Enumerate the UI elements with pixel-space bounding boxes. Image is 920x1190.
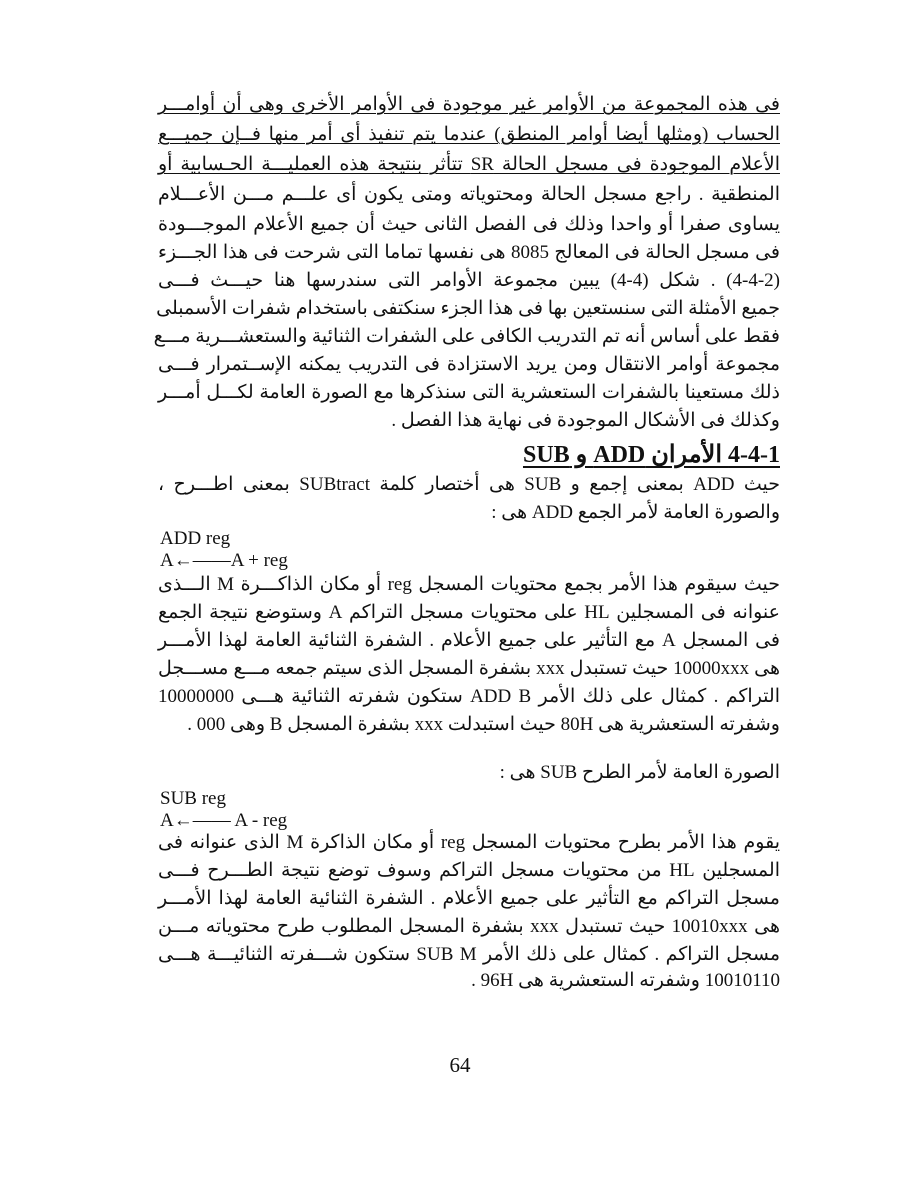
paragraph1-line-7: (4-4-2) . شكل (4-4) يبين مجموعة الأوامر التى سندرسها هنا حيـــث فـــى xyxy=(158,270,780,291)
paragraph2-line-2: والصورة العامة لأمر الجمع ADD هى : xyxy=(491,502,780,523)
code-add-line-1: ADD reg xyxy=(160,528,231,549)
paragraph5-line-3: مسجل التراكم مع التأثير على جميع الأعلام . الشفرة الثنائية العامة لهذا الأمـــر xyxy=(158,888,780,909)
paragraph5-line-1: يقوم هذا الأمر بطرح محتويات المسجل reg أو مكان الذاكرة M الذى عنوانه فى xyxy=(158,832,780,853)
paragraph1-line-8: جميع الأمثلة التى سنستعين بها فى هذا الجزء سنكتفى باستخدام شفرات الأسمبلى xyxy=(156,298,780,319)
paragraph3-line-3: فى المسجل A مع التأثير على جميع الأعلام . الشفرة الثنائية العامة لهذا الأمـــر xyxy=(158,630,781,651)
paragraph1-line-9: فقط على أساس أنه تم التدريب الكافى على الشفرات الثنائية والستعشـــرية مـــع xyxy=(153,326,780,347)
paragraph1-line-11: ذلك مستعينا بالشفرات الستعشرية التى سنذكرها مع الصورة العامة لكـــل أمـــر xyxy=(158,382,780,403)
paragraph3-line-4: هى 10000xxx حيث تستبدل xxx بشفرة المسجل الذى سيتم جمعه مـــع مســـجل xyxy=(158,658,780,679)
paragraph1-line-4: المنطقية . راجع مسجل الحالة ومحتوياته ومتى يكون أى علـــم مـــن الأعـــلام xyxy=(158,184,780,205)
paragraph5-line-5: مسجل التراكم . كمثال على ذلك الأمر SUB M ستكون شـــفرته الثنائيـــة هـــى xyxy=(158,944,780,965)
paragraph5-line-6: 10010110 وشفرته الستعشرية هى 96H . xyxy=(471,970,780,991)
paragraph2-line-1: حيث ADD بمعنى إجمع و SUB هى أختصار كلمة SUBtract بمعنى اطـــرح ، xyxy=(158,474,780,495)
paragraph5-line-4: هى 10010xxx حيث تستبدل xxx بشفرة المسجل المطلوب طرح محتوياته مـــن xyxy=(158,916,780,937)
paragraph4-line-1: الصورة العامة لأمر الطرح SUB هى : xyxy=(499,762,780,783)
paragraph1-line-3: الأعلام الموجودة فى مسجل الحالة SR تتأثر بنتيجة هذه العمليـــة الحـسابية أو xyxy=(158,154,780,175)
paragraph1-line-6: فى مسجل الحالة فى المعالج 8085 هى نفسها تماما التى شرحت فى هذا الجـــزء xyxy=(158,242,780,263)
code-sub-line-1: SUB reg xyxy=(160,788,226,809)
code-add-line-2: A←——A + reg xyxy=(160,550,288,571)
page-number: 64 xyxy=(449,1053,471,1077)
paragraph1-line-5: يساوى صفرا أو واحدا وذلك فى الفصل الثانى حيث أن جميع الأعلام الموجـــودة xyxy=(158,214,780,235)
paragraph3-line-6: وشفرته الستعشرية هى 80H حيث استبدلت xxx بشفرة المسجل B وهى 000 . xyxy=(187,714,780,735)
paragraph1-line-2: الحساب (ومثلها أيضا أوامر المنطق) عندما يتم تنفيذ أى أمر منها فــإن جميـــع xyxy=(158,124,780,145)
paragraph1-line-1: فى هذه المجموعة من الأوامر غير موجودة فى الأوامر الأخرى وهى أن أوامـــر xyxy=(158,94,780,115)
section-heading: 4-4-1 الأمران ADD و SUB xyxy=(522,442,780,468)
code-sub-line-2: A←—— A - reg xyxy=(160,810,288,831)
paragraph3-line-5: التراكم . كمثال على ذلك الأمر ADD B ستكون شفرته الثنائية هـــى 10000000 xyxy=(158,686,780,707)
paragraph1-line-10: مجموعة أوامر الانتقال ومن يريد الاستزادة فى التدريب يمكنه الإســتمرار فـــى xyxy=(158,354,780,375)
paragraph3-line-1: حيث سيقوم هذا الأمر بجمع محتويات المسجل reg أو مكان الذاكـــرة M الـــذى xyxy=(158,574,780,595)
paragraph3-line-2: عنوانه فى المسجلين HL على محتويات مسجل التراكم A وستوضع نتيجة الجمع xyxy=(158,602,781,623)
paragraph5-line-2: المسجلين HL من محتويات مسجل التراكم وسوف توضع نتيجة الطـــرح فـــى xyxy=(158,860,780,881)
paragraph1-line-12: وكذلك فى الأشكال الموجودة فى نهاية هذا الفصل . xyxy=(391,410,780,431)
